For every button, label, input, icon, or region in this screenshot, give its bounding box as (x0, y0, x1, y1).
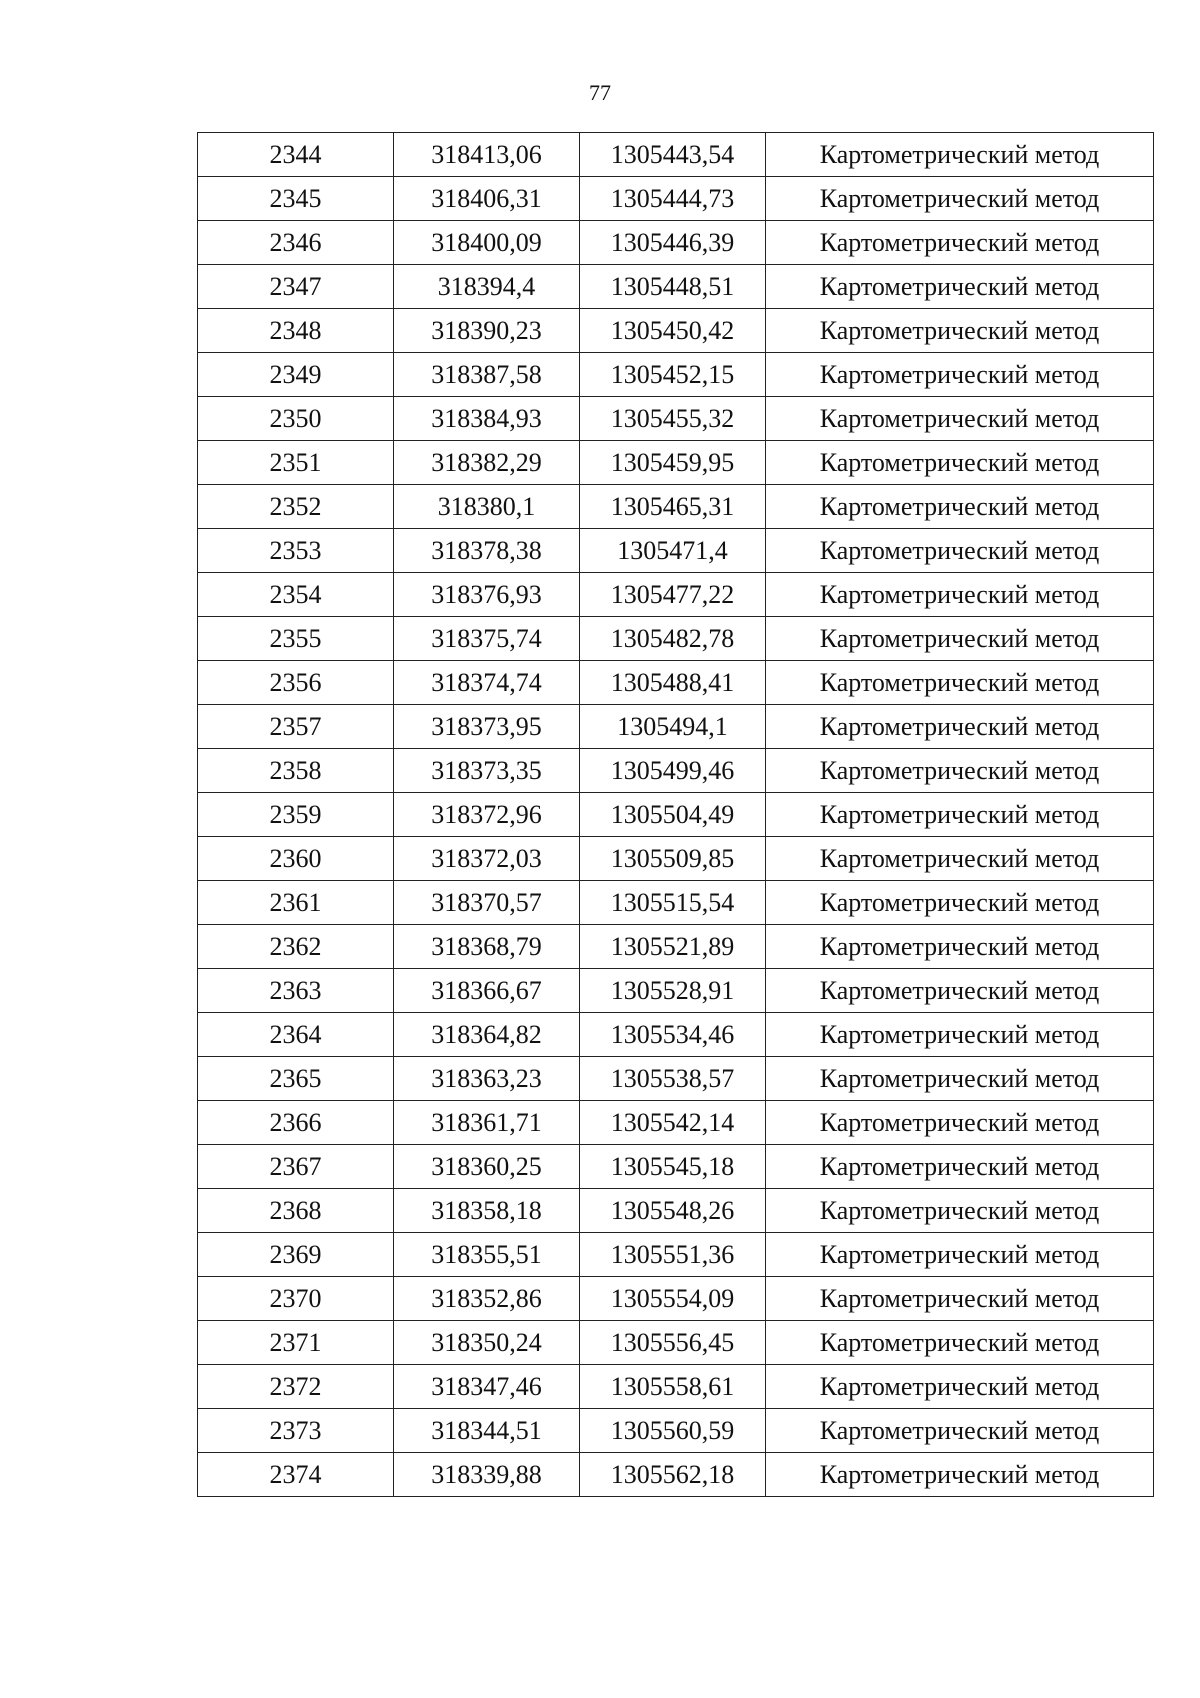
method-cell: Картометрический метод (766, 1233, 1154, 1277)
table-row (198, 969, 1154, 1013)
method-cell: Картометрический метод (766, 1101, 1154, 1145)
point-number-cell: 2374 (198, 1453, 394, 1497)
table-row (198, 441, 1154, 485)
x-coordinate-cell: 318413,06 (394, 133, 580, 177)
method-cell: Картометрический метод (766, 617, 1154, 661)
y-coordinate-cell: 1305560,59 (580, 1409, 766, 1453)
y-coordinate-cell: 1305504,49 (580, 793, 766, 837)
x-coordinate-cell: 318406,31 (394, 177, 580, 221)
table-row (198, 133, 1154, 177)
y-coordinate-cell: 1305465,31 (580, 485, 766, 529)
method-cell: Картометрический метод (766, 397, 1154, 441)
point-number-cell: 2351 (198, 441, 394, 485)
method-cell: Картометрический метод (766, 177, 1154, 221)
method-cell: Картометрический метод (766, 265, 1154, 309)
y-coordinate-cell: 1305556,45 (580, 1321, 766, 1365)
y-coordinate-cell: 1305548,26 (580, 1189, 766, 1233)
x-coordinate-cell: 318376,93 (394, 573, 580, 617)
y-coordinate-cell: 1305488,41 (580, 661, 766, 705)
x-coordinate-cell: 318378,38 (394, 529, 580, 573)
table-row (198, 1409, 1154, 1453)
x-coordinate-cell: 318339,88 (394, 1453, 580, 1497)
y-coordinate-cell: 1305443,54 (580, 133, 766, 177)
table-row (198, 881, 1154, 925)
point-number-cell: 2367 (198, 1145, 394, 1189)
x-coordinate-cell: 318366,67 (394, 969, 580, 1013)
point-number-cell: 2346 (198, 221, 394, 265)
x-coordinate-cell: 318372,96 (394, 793, 580, 837)
method-cell: Картометрический метод (766, 573, 1154, 617)
point-number-cell: 2355 (198, 617, 394, 661)
method-cell: Картометрический метод (766, 1277, 1154, 1321)
point-number-cell: 2373 (198, 1409, 394, 1453)
method-cell: Картометрический метод (766, 1409, 1154, 1453)
table-row (198, 1057, 1154, 1101)
y-coordinate-cell: 1305455,32 (580, 397, 766, 441)
point-number-cell: 2369 (198, 1233, 394, 1277)
table-row (198, 1365, 1154, 1409)
point-number-cell: 2358 (198, 749, 394, 793)
method-cell: Картометрический метод (766, 705, 1154, 749)
y-coordinate-cell: 1305562,18 (580, 1453, 766, 1497)
y-coordinate-cell: 1305471,4 (580, 529, 766, 573)
coordinates-table (197, 132, 1154, 1497)
x-coordinate-cell: 318373,35 (394, 749, 580, 793)
table-row (198, 1321, 1154, 1365)
table-row (198, 265, 1154, 309)
point-number-cell: 2361 (198, 881, 394, 925)
point-number-cell: 2365 (198, 1057, 394, 1101)
y-coordinate-cell: 1305515,54 (580, 881, 766, 925)
method-cell: Картометрический метод (766, 309, 1154, 353)
table-row (198, 925, 1154, 969)
y-coordinate-cell: 1305477,22 (580, 573, 766, 617)
x-coordinate-cell: 318394,4 (394, 265, 580, 309)
method-cell: Картометрический метод (766, 1189, 1154, 1233)
x-coordinate-cell: 318384,93 (394, 397, 580, 441)
point-number-cell: 2366 (198, 1101, 394, 1145)
x-coordinate-cell: 318350,24 (394, 1321, 580, 1365)
method-cell: Картометрический метод (766, 1453, 1154, 1497)
point-number-cell: 2370 (198, 1277, 394, 1321)
y-coordinate-cell: 1305459,95 (580, 441, 766, 485)
point-number-cell: 2359 (198, 793, 394, 837)
method-cell: Картометрический метод (766, 133, 1154, 177)
point-number-cell: 2347 (198, 265, 394, 309)
table-row (198, 221, 1154, 265)
point-number-cell: 2349 (198, 353, 394, 397)
x-coordinate-cell: 318355,51 (394, 1233, 580, 1277)
method-cell: Картометрический метод (766, 1057, 1154, 1101)
table-row (198, 353, 1154, 397)
x-coordinate-cell: 318380,1 (394, 485, 580, 529)
x-coordinate-cell: 318373,95 (394, 705, 580, 749)
y-coordinate-cell: 1305534,46 (580, 1013, 766, 1057)
y-coordinate-cell: 1305446,39 (580, 221, 766, 265)
table-row (198, 177, 1154, 221)
table-row (198, 1145, 1154, 1189)
y-coordinate-cell: 1305494,1 (580, 705, 766, 749)
x-coordinate-cell: 318352,86 (394, 1277, 580, 1321)
point-number-cell: 2354 (198, 573, 394, 617)
y-coordinate-cell: 1305450,42 (580, 309, 766, 353)
x-coordinate-cell: 318370,57 (394, 881, 580, 925)
method-cell: Картометрический метод (766, 793, 1154, 837)
method-cell: Картометрический метод (766, 1365, 1154, 1409)
table-row (198, 705, 1154, 749)
method-cell: Картометрический метод (766, 529, 1154, 573)
x-coordinate-cell: 318360,25 (394, 1145, 580, 1189)
y-coordinate-cell: 1305452,15 (580, 353, 766, 397)
x-coordinate-cell: 318358,18 (394, 1189, 580, 1233)
x-coordinate-cell: 318400,09 (394, 221, 580, 265)
y-coordinate-cell: 1305554,09 (580, 1277, 766, 1321)
y-coordinate-cell: 1305482,78 (580, 617, 766, 661)
x-coordinate-cell: 318387,58 (394, 353, 580, 397)
table-body (198, 133, 1154, 1497)
y-coordinate-cell: 1305521,89 (580, 925, 766, 969)
y-coordinate-cell: 1305528,91 (580, 969, 766, 1013)
table-row (198, 397, 1154, 441)
y-coordinate-cell: 1305448,51 (580, 265, 766, 309)
table-row (198, 1233, 1154, 1277)
y-coordinate-cell: 1305542,14 (580, 1101, 766, 1145)
point-number-cell: 2353 (198, 529, 394, 573)
table-row (198, 749, 1154, 793)
table-row (198, 1013, 1154, 1057)
table-row (198, 1453, 1154, 1497)
method-cell: Картометрический метод (766, 1013, 1154, 1057)
point-number-cell: 2363 (198, 969, 394, 1013)
method-cell: Картометрический метод (766, 485, 1154, 529)
point-number-cell: 2371 (198, 1321, 394, 1365)
y-coordinate-cell: 1305545,18 (580, 1145, 766, 1189)
table-row (198, 1101, 1154, 1145)
y-coordinate-cell: 1305509,85 (580, 837, 766, 881)
point-number-cell: 2350 (198, 397, 394, 441)
point-number-cell: 2348 (198, 309, 394, 353)
method-cell: Картометрический метод (766, 749, 1154, 793)
method-cell: Картометрический метод (766, 1145, 1154, 1189)
table-row (198, 661, 1154, 705)
method-cell: Картометрический метод (766, 353, 1154, 397)
page-number: 77 (589, 80, 611, 105)
x-coordinate-cell: 318368,79 (394, 925, 580, 969)
method-cell: Картометрический метод (766, 1321, 1154, 1365)
table-row (198, 1189, 1154, 1233)
method-cell: Картометрический метод (766, 969, 1154, 1013)
method-cell: Картометрический метод (766, 661, 1154, 705)
y-coordinate-cell: 1305499,46 (580, 749, 766, 793)
x-coordinate-cell: 318372,03 (394, 837, 580, 881)
y-coordinate-cell: 1305444,73 (580, 177, 766, 221)
point-number-cell: 2368 (198, 1189, 394, 1233)
x-coordinate-cell: 318344,51 (394, 1409, 580, 1453)
table-row (198, 617, 1154, 661)
x-coordinate-cell: 318347,46 (394, 1365, 580, 1409)
method-cell: Картометрический метод (766, 837, 1154, 881)
x-coordinate-cell: 318361,71 (394, 1101, 580, 1145)
table-row (198, 573, 1154, 617)
table-row (198, 1277, 1154, 1321)
point-number-cell: 2345 (198, 177, 394, 221)
point-number-cell: 2352 (198, 485, 394, 529)
x-coordinate-cell: 318363,23 (394, 1057, 580, 1101)
y-coordinate-cell: 1305538,57 (580, 1057, 766, 1101)
table-row (198, 529, 1154, 573)
point-number-cell: 2344 (198, 133, 394, 177)
method-cell: Картометрический метод (766, 881, 1154, 925)
table-row (198, 485, 1154, 529)
x-coordinate-cell: 318364,82 (394, 1013, 580, 1057)
table-row (198, 837, 1154, 881)
point-number-cell: 2356 (198, 661, 394, 705)
table-row (198, 309, 1154, 353)
x-coordinate-cell: 318382,29 (394, 441, 580, 485)
table-row (198, 793, 1154, 837)
method-cell: Картометрический метод (766, 441, 1154, 485)
point-number-cell: 2357 (198, 705, 394, 749)
method-cell: Картометрический метод (766, 925, 1154, 969)
x-coordinate-cell: 318374,74 (394, 661, 580, 705)
method-cell: Картометрический метод (766, 221, 1154, 265)
y-coordinate-cell: 1305558,61 (580, 1365, 766, 1409)
point-number-cell: 2372 (198, 1365, 394, 1409)
point-number-cell: 2360 (198, 837, 394, 881)
x-coordinate-cell: 318390,23 (394, 309, 580, 353)
point-number-cell: 2362 (198, 925, 394, 969)
point-number-cell: 2364 (198, 1013, 394, 1057)
x-coordinate-cell: 318375,74 (394, 617, 580, 661)
y-coordinate-cell: 1305551,36 (580, 1233, 766, 1277)
